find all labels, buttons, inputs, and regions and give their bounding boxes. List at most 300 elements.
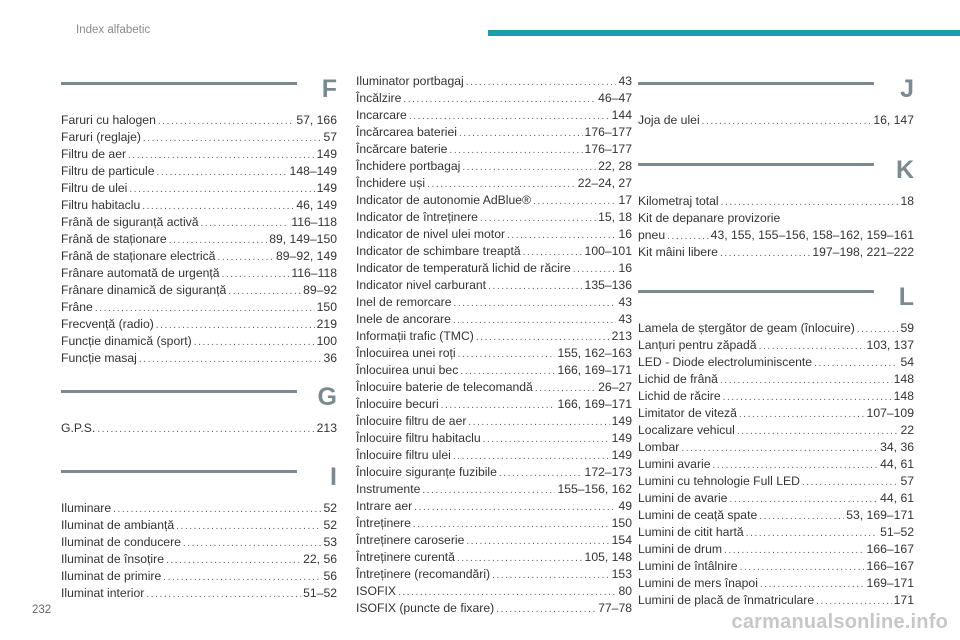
dot-leader: [166, 552, 301, 569]
entry-term: Filtru de aer: [61, 147, 127, 161]
entry-pages: 46, 149: [296, 198, 337, 212]
index-entry: [356, 260, 632, 277]
dot-leader: [523, 244, 583, 261]
entry-pages: 57: [323, 130, 337, 144]
index-entry: [356, 549, 632, 566]
index-entry: [638, 439, 914, 456]
section-letter: J: [900, 75, 914, 103]
index-entry: [638, 244, 914, 261]
index-entry: [638, 490, 914, 507]
index-entry: [61, 350, 337, 367]
entry-term: Lumini de mers înapoi: [638, 576, 758, 590]
entry-term: Lumini de citit hartă: [638, 525, 744, 539]
entry-pages: 22, 56: [303, 552, 337, 566]
section-header: [638, 284, 914, 318]
entry-term: Indicator de întreținere: [356, 210, 478, 224]
entry-term: Înlocuirea unui bec: [356, 363, 459, 377]
index-entry: [61, 231, 337, 248]
index-entry: [61, 265, 337, 282]
dot-leader: [535, 380, 596, 397]
index-entry: [61, 568, 337, 585]
header-accent-bar: [488, 30, 960, 36]
index-entry: [356, 430, 632, 447]
entry-pages: 155, 162–163: [557, 346, 632, 360]
dot-leader: [228, 283, 301, 300]
index-entry: [638, 524, 914, 541]
section-rule: [638, 290, 874, 293]
index-entry: [61, 585, 337, 602]
index-entry: [61, 129, 337, 146]
entry-term: Lumini de placă de înmatriculare: [638, 593, 815, 607]
index-entry: [356, 107, 632, 124]
dot-leader: [414, 499, 616, 516]
section-i: [61, 464, 337, 602]
entry-term: Indicator de nivel ulei motor: [356, 227, 506, 241]
entry-pages: 46–47: [598, 91, 632, 105]
entry-term: Întreținere: [356, 516, 411, 530]
section-k: [638, 157, 914, 261]
section-letter: F: [321, 75, 337, 103]
section-f: [61, 76, 337, 367]
dot-leader: [113, 501, 321, 518]
entry-term: Întreținere curentă: [356, 550, 455, 564]
index-entry: [356, 175, 632, 192]
entry-pages: 34, 36: [880, 440, 914, 454]
index-entry: [638, 337, 914, 354]
index-entry: [638, 354, 914, 371]
entry-pages: 57: [900, 474, 914, 488]
entry-term: Încărcare baterie: [356, 142, 448, 156]
index-entry: [356, 158, 632, 175]
dot-leader: [483, 431, 610, 448]
index-entry: [356, 90, 632, 107]
entry-pages: 103, 137: [866, 338, 914, 352]
dot-leader: [740, 559, 865, 576]
page-number: 232: [32, 604, 52, 616]
entry-pages: 148: [893, 389, 914, 403]
entry-term: Lichid de frână: [638, 372, 718, 386]
section-header: [61, 464, 337, 498]
dot-leader: [802, 474, 899, 491]
entry-pages: 166, 169–171: [557, 397, 632, 411]
entry-term: Iluminat de însoțire: [61, 552, 164, 566]
index-entry: [356, 192, 632, 209]
entry-pages: 16: [618, 227, 632, 241]
index-entry: [61, 146, 337, 163]
entry-list: [638, 112, 914, 129]
dot-leader: [163, 569, 321, 586]
index-entry: [356, 226, 632, 243]
entry-term: pneu: [638, 228, 666, 242]
dot-leader: [454, 295, 617, 312]
dot-leader: [139, 351, 322, 368]
entry-term: Kilometraj total: [638, 194, 719, 208]
index-entry: [356, 583, 632, 600]
index-entry: [638, 507, 914, 524]
index-entry: [61, 299, 337, 316]
entry-list: [61, 500, 337, 602]
entry-pages: 149: [611, 414, 632, 428]
dot-leader: [739, 406, 865, 423]
entry-term: Iluminat de ambianță: [61, 518, 175, 532]
dot-leader: [488, 278, 582, 295]
dot-leader: [468, 414, 609, 431]
dot-leader: [466, 74, 617, 91]
index-entry: [638, 371, 914, 388]
entry-term: Încălzire: [356, 91, 402, 105]
entry-pages: 49: [618, 499, 632, 513]
dot-leader: [857, 321, 899, 338]
index-entry: [638, 456, 914, 473]
index-entry: [356, 566, 632, 583]
dot-leader: [453, 448, 610, 465]
entry-pages: 154: [611, 533, 632, 547]
index-entry: [638, 541, 914, 558]
entry-pages: 213: [611, 329, 632, 343]
dot-leader: [480, 210, 596, 227]
entry-term: Indicator de temperatură lichid de răcire: [356, 261, 571, 275]
entry-term: Lumini de întâlnire: [638, 559, 738, 573]
dot-leader: [409, 108, 610, 125]
index-entry: [638, 473, 914, 490]
dot-leader: [681, 440, 878, 457]
entry-term: Faruri (reglaje): [61, 130, 141, 144]
dot-leader: [759, 508, 844, 525]
entry-term: Înlocuire filtru habitaclu: [356, 431, 481, 445]
dot-leader: [720, 245, 810, 262]
entry-pages: 15, 18: [598, 210, 632, 224]
entry-pages: 135–136: [584, 278, 632, 292]
index-entry: [356, 277, 632, 294]
index-entry: [61, 551, 337, 568]
entry-pages: 148–149: [289, 164, 337, 178]
dot-leader: [398, 584, 616, 601]
entry-term: Închidere uși: [356, 176, 426, 190]
entry-pages: 43, 155, 155–156, 158–162, 159–161: [710, 228, 914, 242]
index-entry: [356, 379, 632, 396]
section-rule: [638, 82, 874, 85]
section-letter: L: [898, 283, 914, 311]
index-entry: [356, 447, 632, 464]
dot-leader: [759, 338, 865, 355]
entry-term: Frână de staționare electrică: [61, 249, 216, 263]
entry-term: Frâne: [61, 300, 93, 314]
dot-leader: [129, 181, 314, 198]
entry-pages: 100–101: [584, 244, 632, 258]
entry-pages: 105, 148: [584, 550, 632, 564]
entry-pages: 17: [618, 193, 632, 207]
entry-pages: 57, 166: [296, 113, 337, 127]
index-entry: [638, 592, 914, 609]
watermark: carmanualsonline.info: [731, 611, 948, 633]
entry-term: Lumini de avarie: [638, 491, 728, 505]
dot-leader: [222, 266, 290, 283]
section-header: [61, 384, 337, 418]
entry-pages: 116–118: [291, 266, 337, 280]
entry-term: Lumini cu tehnologie Full LED: [638, 474, 800, 488]
dot-leader: [146, 586, 301, 603]
entry-term: Frânare automată de urgență: [61, 266, 220, 280]
dot-leader: [760, 576, 865, 593]
index-entry: [638, 112, 914, 129]
index-entry: [638, 575, 914, 592]
entry-term: Frână de staționare: [61, 232, 167, 246]
index-entry: [61, 248, 337, 265]
index-column-2: [356, 71, 632, 617]
index-entry: [638, 210, 914, 227]
entry-pages: 56: [323, 569, 337, 583]
entry-term: Filtru habitaclu: [61, 198, 141, 212]
entry-pages: 44, 61: [880, 491, 914, 505]
dot-leader: [737, 423, 899, 440]
entry-term: Limitator de viteză: [638, 406, 737, 420]
dot-leader: [460, 363, 555, 380]
index-entry: [638, 193, 914, 210]
entry-pages: 77–78: [598, 601, 632, 615]
index-entry: [638, 227, 914, 244]
entry-term: Lombar: [638, 440, 680, 454]
entry-term: Frânare dinamică de siguranță: [61, 283, 227, 297]
index-entry: [61, 420, 337, 437]
dot-leader: [729, 491, 878, 508]
index-entry: [356, 124, 632, 141]
entry-pages: 89, 149–150: [269, 232, 337, 246]
entry-pages: 116–118: [291, 215, 337, 229]
entry-pages: 107–109: [866, 406, 914, 420]
entry-term: G.P.S.: [61, 421, 96, 435]
index-entry: [356, 345, 632, 362]
entry-pages: 149: [611, 448, 632, 462]
index-entry: [356, 481, 632, 498]
entry-pages: 166–167: [866, 559, 914, 573]
entry-term: Funcție dinamică (sport): [61, 334, 192, 348]
section-header: [61, 76, 337, 110]
entry-pages: 144: [611, 108, 632, 122]
dot-leader: [201, 215, 290, 232]
dot-leader: [183, 535, 322, 552]
dot-leader: [158, 113, 294, 130]
entry-pages: 22, 28: [598, 159, 632, 173]
index-entry: [356, 311, 632, 328]
entry-term: Iluminare: [61, 501, 112, 515]
index-entry: [61, 112, 337, 129]
dot-leader: [95, 300, 315, 317]
index-entry: [61, 197, 337, 214]
index-entry: [61, 534, 337, 551]
entry-pages: 26–27: [598, 380, 632, 394]
entry-pages: 43: [618, 295, 632, 309]
entry-term: Frecvență (radio): [61, 317, 154, 331]
entry-pages: 89–92: [303, 283, 337, 297]
dot-leader: [721, 194, 899, 211]
entry-term: Informații trafic (TMC): [356, 329, 474, 343]
index-entry: [61, 316, 337, 333]
entry-term: Kit mâini libere: [638, 245, 718, 259]
entry-term: Funcție masaj: [61, 351, 137, 365]
entry-term: Lamela de ștergător de geam (înlocuire): [638, 321, 855, 335]
entry-term: Iluminat de primire: [61, 569, 162, 583]
index-entry: [61, 180, 337, 197]
index-entry: [356, 532, 632, 549]
index-entry: [356, 413, 632, 430]
index-entry: [356, 73, 632, 90]
entry-pages: 149: [316, 181, 337, 195]
index-entry: [638, 422, 914, 439]
entry-term: Inele de ancorare: [356, 312, 451, 326]
dot-leader: [723, 389, 892, 406]
entry-term: Lumini avarie: [638, 457, 711, 471]
dot-leader: [457, 550, 583, 567]
entry-term: Înlocuire siguranțe fuzibile: [356, 465, 497, 479]
dot-leader: [476, 329, 610, 346]
entry-pages: 44, 61: [880, 457, 914, 471]
entry-term: Indicator de schimbare treaptă: [356, 244, 521, 258]
section-letter: K: [895, 156, 914, 184]
index-entry: [356, 515, 632, 532]
entry-pages: 22–24, 27: [577, 176, 632, 190]
entry-term: Filtru de ulei: [61, 181, 128, 195]
index-entry: [356, 498, 632, 515]
entry-pages: 169–171: [866, 576, 914, 590]
entry-term: Înlocuirea unei roți: [356, 346, 456, 360]
dot-leader: [573, 261, 617, 278]
entry-pages: 197–198, 221–222: [812, 245, 914, 259]
index-entry: [61, 214, 337, 231]
entry-list: [61, 420, 337, 437]
dot-leader: [128, 147, 315, 164]
entry-term: Inel de remorcare: [356, 295, 452, 309]
index-entry: [356, 141, 632, 158]
entry-pages: 22: [900, 423, 914, 437]
entry-term: Instrumente: [356, 482, 421, 496]
entry-term: ISOFIX: [356, 584, 396, 598]
section-l: [638, 284, 914, 609]
entry-pages: 16, 147: [873, 113, 914, 127]
entry-pages: 80: [618, 584, 632, 598]
entry-pages: 219: [316, 317, 337, 331]
entry-term: Faruri cu halogen: [61, 113, 156, 127]
entry-pages: 171: [893, 593, 914, 607]
entry-term: Iluminat interior: [61, 586, 145, 600]
entry-list: [61, 112, 337, 367]
entry-pages: 53, 169–171: [846, 508, 914, 522]
entry-pages: 16: [618, 261, 632, 275]
entry-pages: 176–177: [584, 125, 632, 139]
entry-pages: 52: [323, 518, 337, 532]
index-entry: [638, 320, 914, 337]
entry-pages: 153: [611, 567, 632, 581]
entry-term: Lumini de drum: [638, 542, 722, 556]
entry-pages: 150: [611, 516, 632, 530]
entry-list: [638, 320, 914, 609]
entry-term: Întreținere (recomandări): [356, 567, 491, 581]
entry-term: Intrare aer: [356, 499, 413, 513]
entry-list: [356, 73, 632, 617]
entry-list: [638, 193, 914, 261]
index-entry: [356, 464, 632, 481]
entry-term: Joja de ulei: [638, 113, 700, 127]
entry-term: Înlocuire filtru ulei: [356, 448, 451, 462]
entry-pages: 43: [618, 312, 632, 326]
dot-leader: [453, 312, 617, 329]
index-entry: [61, 282, 337, 299]
entry-term: Lichid de răcire: [638, 389, 721, 403]
entry-term: Închidere portbagaj: [356, 159, 461, 173]
entry-pages: 166, 169–171: [557, 363, 632, 377]
entry-pages: 52: [323, 501, 337, 515]
dot-leader: [458, 346, 556, 363]
section-header: [638, 157, 914, 191]
section-rule: [61, 390, 297, 393]
dot-leader: [712, 457, 878, 474]
section-rule: [61, 470, 297, 473]
dot-leader: [492, 567, 610, 584]
index-entry: [638, 558, 914, 575]
dot-leader: [169, 232, 268, 249]
dot-leader: [667, 228, 709, 245]
dot-leader: [97, 421, 314, 438]
entry-pages: 149: [611, 431, 632, 445]
dot-leader: [496, 601, 596, 618]
entry-pages: 51–52: [880, 525, 914, 539]
entry-pages: 150: [316, 300, 337, 314]
section-j: [638, 76, 914, 129]
entry-term: Indicator de autonomie AdBlue®: [356, 193, 531, 207]
dot-leader: [507, 227, 616, 244]
dot-leader: [156, 317, 315, 334]
entry-term: Filtru de particule: [61, 164, 155, 178]
section-letter: I: [330, 463, 337, 491]
dot-leader: [462, 159, 596, 176]
entry-pages: 18: [900, 194, 914, 208]
dot-leader: [156, 164, 287, 181]
dot-leader: [449, 142, 582, 159]
dot-leader: [814, 355, 898, 372]
index-entry: [61, 333, 337, 350]
dot-leader: [422, 482, 555, 499]
dot-leader: [427, 176, 576, 193]
entry-term: Înlocuire baterie de telecomandă: [356, 380, 533, 394]
dot-leader: [194, 334, 315, 351]
entry-term: Incarcare: [356, 108, 407, 122]
dot-leader: [702, 113, 872, 130]
dot-leader: [143, 130, 322, 147]
dot-leader: [746, 525, 878, 542]
section-rule: [61, 82, 297, 85]
entry-pages: 89–92, 149: [276, 249, 337, 263]
entry-term: Localizare vehicul: [638, 423, 735, 437]
entry-term: Înlocuire filtru de aer: [356, 414, 467, 428]
dot-leader: [403, 91, 596, 108]
index-entry: [638, 405, 914, 422]
index-entry: [61, 517, 337, 534]
index-entry: [61, 163, 337, 180]
entry-term: Kit de depanare provizorie: [638, 211, 781, 225]
entry-term: Frână de siguranță activă: [61, 215, 199, 229]
entry-pages: 166–167: [866, 542, 914, 556]
section-header: [638, 76, 914, 110]
page-header-title: Index alfabetic: [76, 24, 151, 36]
dot-leader: [217, 249, 274, 266]
entry-pages: 36: [323, 351, 337, 365]
dot-leader: [816, 593, 892, 610]
index-entry: [356, 600, 632, 617]
index-entry: [356, 396, 632, 413]
dot-leader: [499, 465, 583, 482]
entry-pages: 176–177: [584, 142, 632, 156]
entry-pages: 148: [893, 372, 914, 386]
dot-leader: [466, 533, 609, 550]
